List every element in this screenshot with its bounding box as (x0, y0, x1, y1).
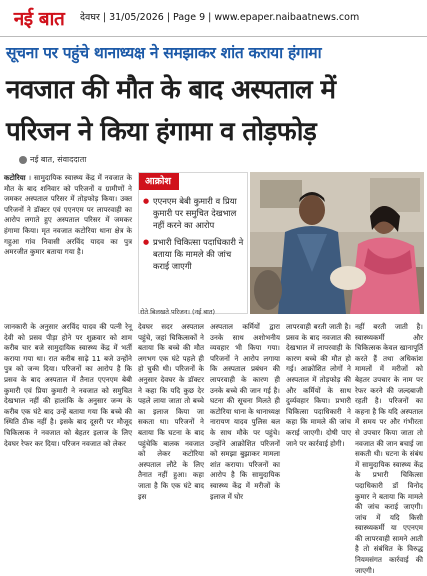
highlight-box (138, 172, 248, 314)
reporter-icon (19, 156, 27, 164)
lead-text: । सामुदायिक स्वास्थ्य केंद्र में नवजात के मौत के बाद शनिवार को परिजनों व ग्रामीणों ने जमकर अस्पताल परिसर में तोड़फोड़ किया। उक्त परिजनों ने डॉक्टर एवं एएनएम पर लापरवाही का आरोप लगाते हुए अस्पताल परिसर में जमकर हंगामा किया। मृत नवजात कटोरिया थाना क्षेत्र के गहुआ गांव निवासी अरविंद यादव का पुत्र अमरजीत कुमार बताया गया है। (4, 173, 132, 257)
masthead (0, 0, 427, 37)
highlight-list (143, 195, 247, 277)
article-column-5: नहीं बरती जाती है। स्वास्थ्यकर्मी और चिकित्सक केवल खानापूर्ति करते हैं तथा अधिकांश मामलों में मरीजों को बेहतर उपचार के नाम पर रेफर करने की जल्दबाजी रहती है। परिजनों का कहना है कि यदि अस्पताल में समय पर और गंभीरता से उपचार किया जाता तो नवजात की जान बचाई जा सकती थी। घटना के संबंध में सामुदायिक स्वास्थ्य केंद्र के प्रभारी चिकित्सा पदाधिकारी डॉ विनोद कुमार ने बताया कि मामले की जांच कराई जाएगी। जांच में यदि किसी स्वास्थ्यकर्मी या एएनएम की लापरवाही सामने आती है तो संबंधित के विरुद्ध नियमसंगत कार्रवाई की जाएगी। (355, 322, 423, 575)
highlight-tag: आक्रोश (139, 173, 179, 190)
article-column-3: अस्पताल कर्मियों द्वारा उनके साथ अशोभनीय व्यवहार भी किया गया। परिजनों ने आरोप लगाया कि अस्पताल प्रबंधन की लापरवाही के कारण ही उनके बच्चे की जान गई है। घटना की सूचना मिलते ही कटोरिया थाना के थानाध्यक्ष नारायण यादव पुलिस बल के साथ मौके पर पहुंचे। उन्होंने आक्रोशित परिजनों को समझा बुझाकर मामला शांत कराया। परिजनों का आरोप है कि सामुदायिक स्वास्थ्य केंद्र में मरीजों के इलाज में घोर (210, 322, 280, 501)
news-photo (250, 172, 424, 314)
article-column-4: लापरवाही बरती जाती है। प्रसव के बाद नवजात की देखभाल में लापरवाही के कारण बच्चे की मौत हो गई। आक्रोशित लोगों ने अस्पताल में तोड़फोड़ की और कर्मियों के साथ दुर्व्यवहार किया। प्रभारी चिकित्सा पदाधिकारी ने कहा कि मामले की जांच कराई जाएगी। दोषी पाए जाने पर कार्रवाई होगी। (286, 322, 351, 448)
article-headline (6, 69, 421, 153)
dateline-text: नई बात, संवाददाता (30, 155, 87, 164)
article-kicker: सूचना पर पहुंचे थानाध्यक्ष ने समझाकर शांत कराया हंगामा (6, 44, 322, 62)
logo-text: नई बात (13, 8, 65, 30)
article-column-1: जानकारी के अनुसार अरविंद यादव की पत्नी रेनू देवी को प्रसव पीड़ा होने पर शुक्रवार को शाम करीब चार बजे सामुदायिक स्वास्थ्य केंद्र में भर्ती कराया गया था। रात करीब साढ़े 11 बजे उन्होंने पुत्र को जन्म दिया। परिजनों का आरोप है कि प्रसव के बाद अस्पताल में तैनात एएनएम बेबी कुमारी एवं प्रिया कुमारी ने नवजात को समुचित देखभाल नहीं की हालांकि के अनुसार जन्म के करीब एक घंटे बाद उन्हें बताया गया कि बच्चे की स्थिति ठीक नहीं है। इसके बाद दूसरी पर मौजूद चिकित्सक ने नवजात को बेहतर इलाज के लिए देवघर रेफर कर दिया। परिजन नवजात को लेकर (4, 322, 132, 448)
article-lead-column (4, 173, 132, 318)
lead-place: कटोरिया (4, 173, 26, 182)
photo-caption: रोते बिलखते परिजन। (नई बात) (140, 308, 216, 316)
newspaper-logo (6, 3, 72, 33)
article-column-2: देवघर सदर अस्पताल पहुंचे, जहां चिकित्सकों ने बताया कि बच्चे की मौत लगभग एक घंटे पहले ही हो चुकी थी। परिजनों के अनुसार देवघर के डॉक्टर ने कहा कि यदि कुछ देर पहले लाया जाता तो बच्चे का इलाज किया जा सकता था। परिजनों ने बताया कि घटना के बाद पहुंचेकि बालक नवजात को लेकर कटोरिया अस्पताल लौटे के लिए तैनात नहीं हुआ। कहा जाता है कि एक घंटे बाद इस (138, 322, 204, 501)
headline-line-1: नवजात की मौत के बाद अस्पताल में (6, 75, 336, 105)
edition-info: देवघर | 31/05/2026 | Page 9 | www.epaper.naibaatnews.com (80, 12, 360, 23)
highlight-item: ● एएनएम बेबी कुमारी व प्रिया कुमारी पर समुचित देखभाल नहीं करने का आरोप (143, 195, 247, 231)
headline-line-2: परिजन ने किया हंगामा व तोड़फोड़ (6, 117, 317, 147)
dateline (19, 154, 86, 165)
highlight-item: ● प्रभारी चिकित्सा पदाधिकारी ने बताया कि मामले की जांच कराई जाएगी (143, 236, 247, 272)
